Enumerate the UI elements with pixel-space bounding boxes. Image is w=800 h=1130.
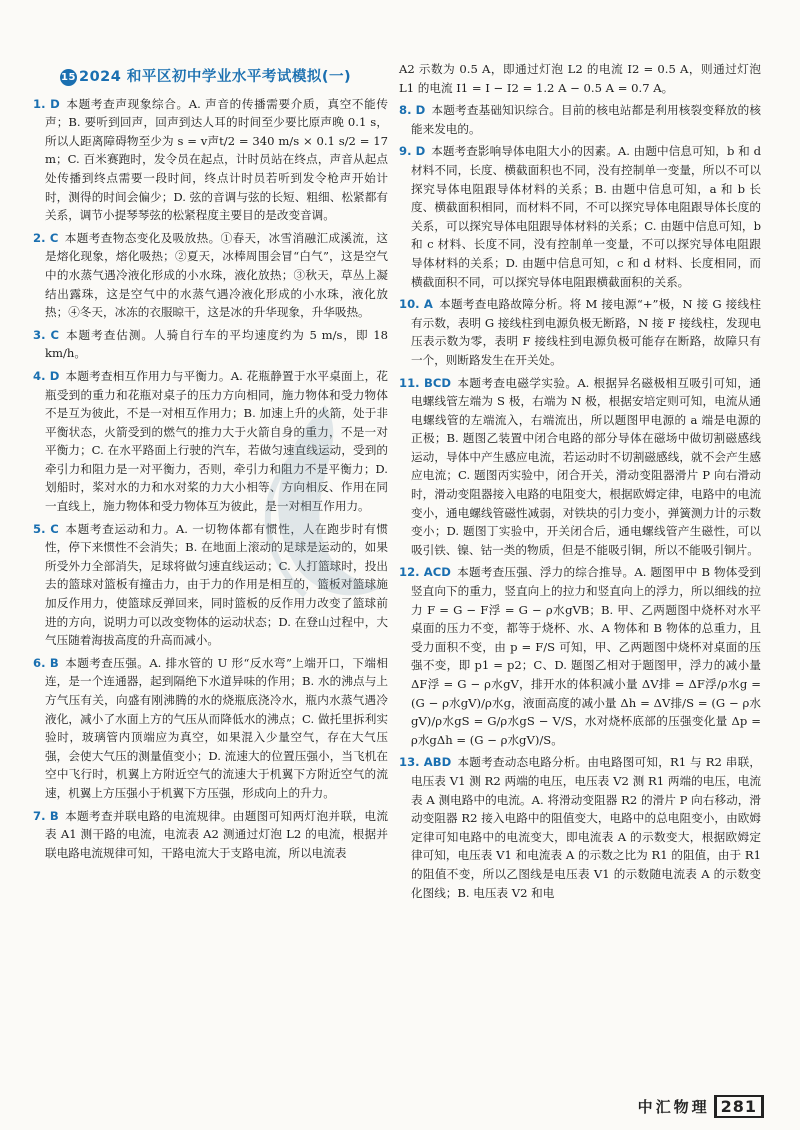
answer-item-12 [399, 563, 761, 749]
answer-number: 1. D [33, 96, 60, 111]
answer-text: 本题考查电路故障分析。将 M 接电源“+”极，N 接 G 接线柱有示数，表明 G 接线柱到电源负极无断路，N 接 F 接线柱，发现电压表示数为零，表明 F 接线柱到电源负极可能存在断路，故障只有一个，则断路发生在开关处。 [411, 297, 761, 367]
answer-text: A2 示数为 0.5 A，即通过灯泡 L2 的电流 I2 = 0.5 A，则通过灯泡 L1 的电流 I1 = I − I2 = 1.2 A − 0.5 A = 0.7 A。 [399, 62, 761, 95]
answer-item-6 [33, 654, 388, 803]
section-title [60, 68, 388, 87]
answer-text: 本题考查影响导体电阻大小的因素。A. 由题中信息可知，b 和 d 材料不同，长度、横截面积也不同，没有控制单一变量，所以不可以探究导体电阻跟导体材料的关系；B. 由题中信息可知，a 和 b 长度、横截面积相同，而材料不同，不可以探究导体电阻跟导体长度的关系，可以探究导体电阻跟导体材料的关系；C. 由题中信息可知，b 和 c 材料、长度不同，没有控制单一变量，不可以探究导体电阻跟导体材料的关系；D. 由题中信息可知，c 和 d 材料、长度相同，而横截面积不同，可以探究导体电阻跟横截面积的关系。 [411, 144, 761, 289]
answer-item-3 [33, 326, 388, 363]
answer-number: 3. C [33, 327, 59, 342]
answer-number: 10. A [399, 297, 433, 312]
answer-item-7 [33, 807, 388, 863]
answer-text: 本题考查物态变化及吸放热。①春天，冰雪消融汇成溪流，这是熔化现象，熔化吸热；②夏天，冰棒周围会冒“白气”，这是空气中的水蒸气遇冷液化形成的小水珠，液化放热；③秋天，草丛上凝结出露珠，这是空气中的水蒸气遇冷液化形成的小水珠，液化放热；④冬天，冰冻的衣服晾干，这是冰的升华现象，升华吸热。 [45, 230, 388, 320]
answer-text: 本题考查动态电路分析。由电路图可知，R1 与 R2 串联，电压表 V1 测 R2 两端的电压，电压表 V2 测 R1 两端的电压，电流表 A 测电路中的电流。A. 将滑动变阻器 R2 的滑片 P 向右移动，滑动变阻器 R2 接入电路中的阻值变大，电路中的总电阻变小，由欧姆定律可知电路中的电流变大，即电流表 A 的示数变大，根据欧姆定律可知，电压表 V1 和电流表 A 的示数之比为 R1 的阻值，由于 R1 的阻值不变，所以乙图线是电压表 V1 的示数随电流表 A 的示数变化图线；B. 电压表 V2 和电 [411, 755, 761, 900]
answer-item-1 [33, 95, 388, 225]
answer-item-5 [33, 520, 388, 650]
answer-number: 4. D [33, 368, 60, 383]
answer-text: 本题考查电磁学实验。A. 根据异名磁极相互吸引可知，通电螺线管左端为 S 极，右端为 N 极，根据安培定则可知，电流从通电螺线管的左端流入，右端流出，所以题图甲电源的 a 端是电源的正极；B. 题图乙装置中闭合电路的部分导体在磁场中做切割磁感线运动，导体中产生感应电流，若运动时不切割磁感线，就不会产生感应电流；C. 题图丙实验中，闭合开关，滑动变阻器滑片 P 向右滑动时，滑动变阻器接入电路的电阻变大，根据欧姆定律，电路中的电流变小，通电螺线管磁性减弱，对铁块的引力变小，弹簧测力计的示数变小；D. 题图丁实验中，开关闭合后，通电螺线管产生磁性，可以吸引铁、镍、钴一类的物质，但是不能吸引铜，所以不能吸引铜片。 [411, 375, 761, 557]
answer-item-11 [399, 374, 761, 560]
answer-number: 11. BCD [399, 375, 451, 390]
left-column [33, 68, 388, 866]
answer-number: 2. C [33, 230, 59, 245]
answer-item-4 [33, 367, 388, 516]
page-number: 281 [714, 1095, 764, 1118]
right-column [399, 60, 761, 906]
answer-number: 9. D [399, 144, 426, 159]
answer-number: 8. D [399, 103, 426, 118]
answer-text: 本题考查基础知识综合。目前的核电站都是利用核裂变释放的核能来发电的。 [411, 103, 761, 136]
answer-item-2 [33, 229, 388, 322]
footer-brand: 中汇物理 [637, 1098, 710, 1116]
answer-item-10 [399, 295, 761, 369]
answer-item-13 [399, 753, 761, 902]
answer-text: 本题考查压强、浮力的综合推导。A. 题图甲中 B 物体受到竖直向下的重力，竖直向上的拉力和竖直向上的浮力，所以细线的拉力 F = G − F浮 = G − ρ水gVB；B. 甲、乙两题图中烧杯对水平桌面的压力不变，都等于烧杯、水、A 物体和 B 物体的总重力，且受力面积不变，由 p = F/S 可知，甲、乙两题图中烧杯对桌面的压强不变，即 p1 = p2；C、D. 题图乙相对于题图甲，浮力的减小量 ΔF浮 = G − ρ水gV，排开水的体积减小量 ΔV排 = ΔF浮/ρ水g = (G − ρ水gV)/ρ水g，液面高度的减小量 Δh = ΔV排/S = (G − ρ水gV)/ρ水gS = G/ρ水gS − V/S，水对烧杯底部的压强变化量 Δp = ρ水gΔh = (G − ρ水gV)/S。 [411, 565, 761, 747]
answer-number: 6. B [33, 655, 59, 670]
answer-item-9 [399, 142, 761, 291]
section-title-text: 2024 和平区初中学业水平考试模拟(一) [79, 69, 352, 85]
answer-number: 7. B [33, 808, 59, 823]
answer-number: 12. ACD [399, 565, 451, 580]
answer-text: 本题考查运动和力。A. 一切物体都有惯性，人在跑步时有惯性，停下来惯性不会消失；B. 在地面上滚动的足球是运动的，如果所受外力全部消失，足球将做匀速直线运动；C. 人打篮球时，投出去的篮球对篮板有撞击力，由于力的作用是相互的，篮板对篮球施加反作用力，使篮球反弹回来，同时篮板的反作用力改变了篮球前进的方向，说明力可以改变物体的运动状态；D. 在登山过程中，大气压随着海拔高度的升高而减小。 [45, 521, 388, 648]
answer-text: 本题考查相互作用力与平衡力。A. 花瓶静置于水平桌面上，花瓶受到的重力和花瓶对桌子的压力方向相同，施力物体和受力物体不是互为彼此，不是一对相互作用力；B. 加速上升的火箭，处于非平衡状态，火箭受到的燃气的推力大于火箭自身的重力，不是一对平衡力；C. 在水平路面上行驶的汽车，若做匀速直线运动，受到的牵引力和阻力是一对平衡力，否则，牵引力和阻力不是平衡力；D. 划船时，桨对水的力和水对桨的力大小相等、方向相反、作用在同一直线上，施力物体和受力物体互为彼此，是一对相互作用力。 [45, 368, 388, 514]
page-footer [638, 1095, 764, 1118]
answer-text: 本题考查压强。A. 排水管的 U 形“反水弯”上端开口，下端相连，是一个连通器，起到隔绝下水道异味的作用；B. 水的沸点与上方气压有关，向盛有刚沸腾的水的烧瓶底浇冷水，瓶内水蒸气遇冷液化，减小了水面上方的气压从而降低水的沸点；C. 做托里拆利实验时，玻璃管内顶端应为真空，如果混入少量空气，存在大气压强，会使大气压的测量值变小；D. 流速大的位置压强小，当飞机在空中飞行时，机翼上方附近空气的流速大于机翼下方附近空气的流速，机翼上方压强小于机翼下方压强，形成向上的升力。 [45, 655, 388, 800]
answer-number: 13. ABD [399, 755, 452, 770]
answer-item-8 [399, 101, 761, 138]
answer-text: 本题考查声现象综合。A. 声音的传播需要介质，真空不能传声；B. 要听到回声，回声到达人耳的时间至少要比原声晚 0.1 s，所以人距离障碍物至少为 s = v声t/2 = 340 m/s × 0.1 s/2 = 17 m；C. 百米赛跑时，发令员在起点，计时员站在终点，声音从起点处传播到终点需要一段时间，终点计时员若听到发令枪声开始计时，测得的时间会偏少；D. 弦的音调与弦的长短、粗细、松紧都有关系，调节小提琴琴弦的松紧程度主要目的是改变音调。 [45, 96, 388, 223]
answer-text: 本题考查估测。人骑自行车的平均速度约为 5 m/s，即 18 km/h。 [45, 327, 388, 361]
answer-text: 本题考查并联电路的电流规律。由题图可知两灯泡并联，电流表 A1 测干路的电流，电流表 A2 测通过灯泡 L2 的电流，根据并联电路电流规律可知，干路电流大于支路电流，所以电流表 [45, 808, 388, 860]
section-badge: 15 [60, 69, 77, 86]
answer-item-7-continued [399, 60, 761, 97]
answer-number: 5. C [33, 521, 59, 536]
